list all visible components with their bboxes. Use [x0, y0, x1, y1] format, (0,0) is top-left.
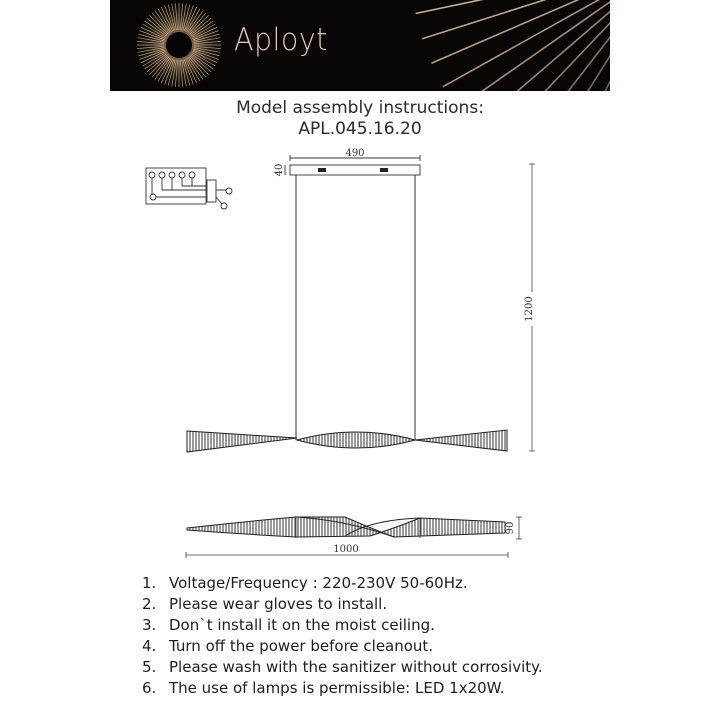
instruction-item: 5. Please wash with the sanitizer without corrosivity. — [142, 658, 543, 676]
instructions-list — [142, 573, 543, 699]
instruction-item: 1. Voltage/Frequency : 220-230V 50-60Hz. — [142, 574, 468, 592]
canopy-height-label: 40 — [274, 163, 285, 177]
brand-logo-text: Aployt — [234, 22, 328, 58]
terminal-block-wiring-icon — [146, 168, 232, 209]
instruction-item: 2. Please wear gloves to install. — [142, 595, 388, 613]
lamp-top-view — [187, 517, 505, 538]
page-title: Model assembly instructions: — [236, 98, 484, 118]
lamp-height-label: 90 — [505, 521, 516, 535]
lamp-front-view — [187, 430, 507, 452]
lamp-length-label: 1000 — [333, 544, 359, 555]
instruction-item: 6. The use of lamps is permissible: LED 1x20W. — [142, 679, 505, 697]
total-height-label: 1200 — [524, 296, 535, 322]
instruction-item: 3. Don`t install it on the moist ceiling. — [142, 616, 435, 634]
model-number: APL.045.16.20 — [298, 119, 422, 139]
canopy-width-label: 490 — [345, 148, 365, 159]
instruction-item: 4. Turn off the power before cleanout. — [142, 637, 434, 655]
